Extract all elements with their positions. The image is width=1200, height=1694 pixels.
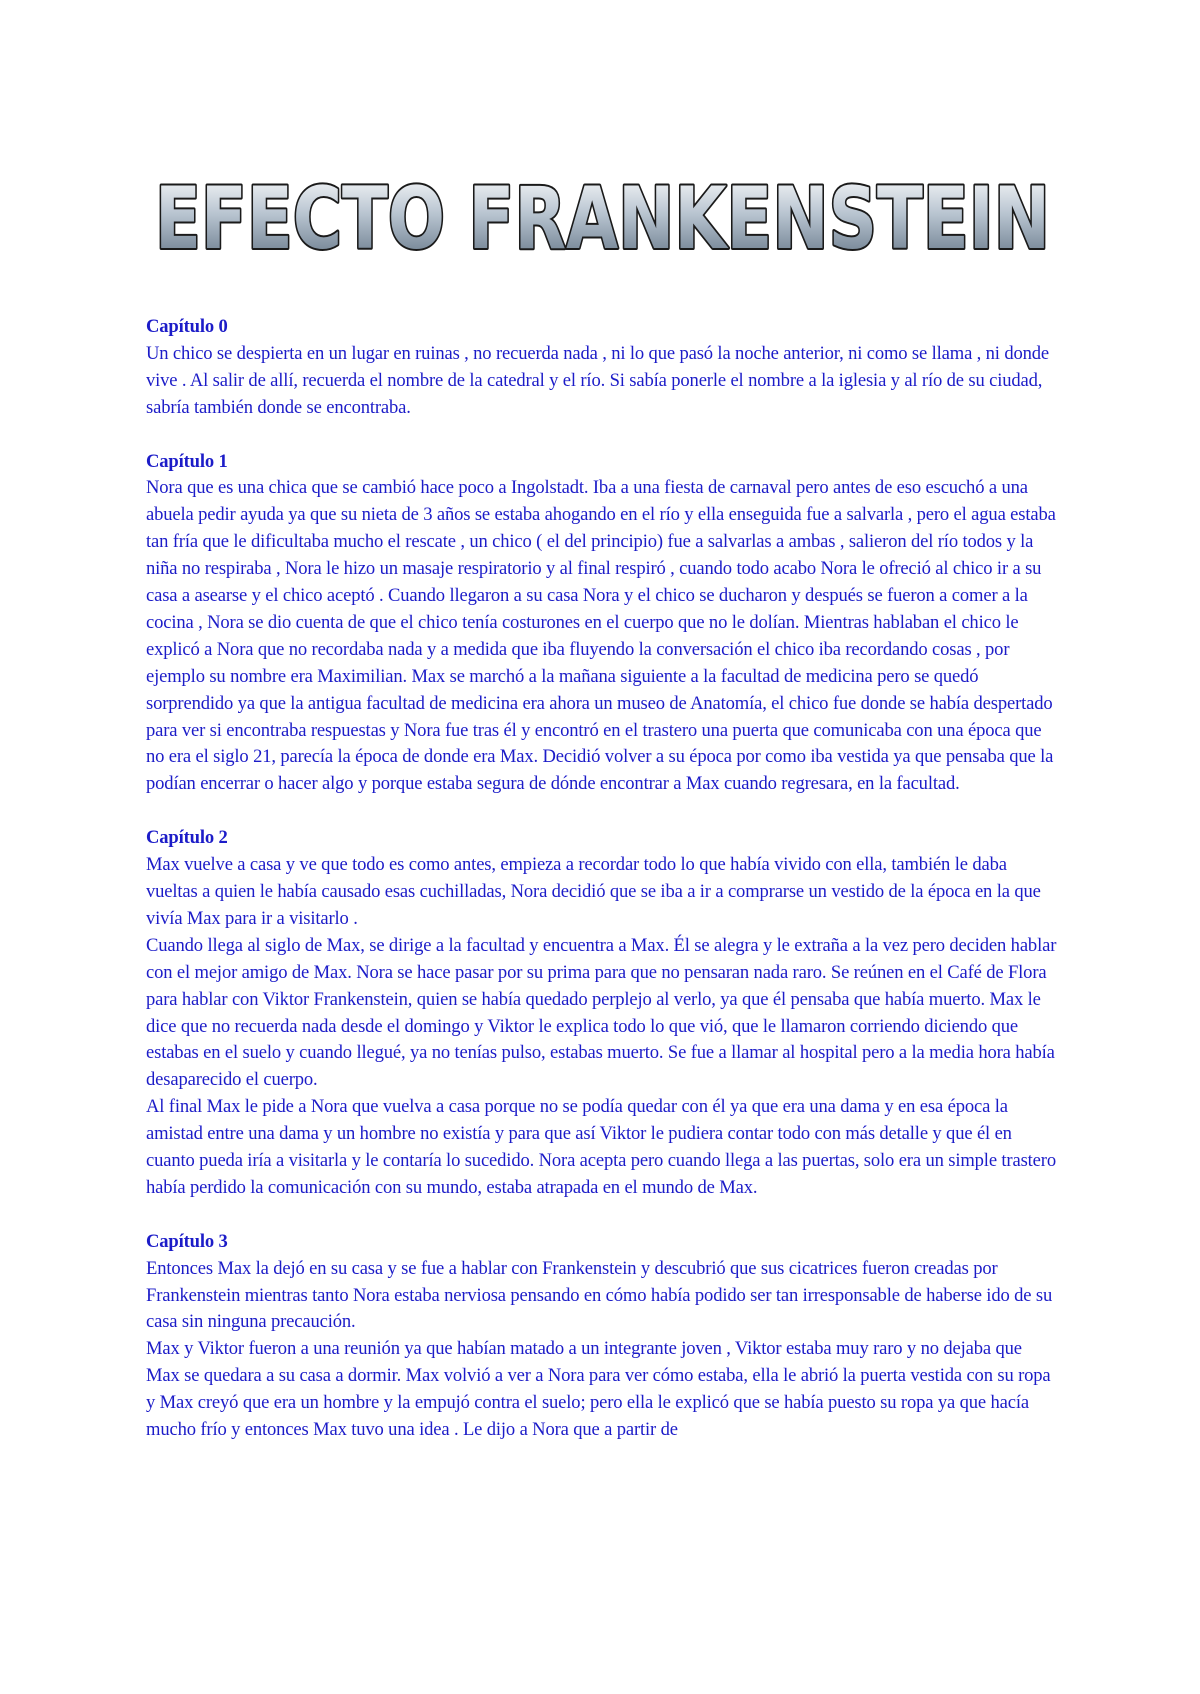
chapter-section (146, 1229, 1058, 1444)
chapter-heading: Capítulo 2 (146, 827, 228, 849)
chapter-paragraph: Max vuelve a casa y ve que todo es como antes, empieza a recordar todo lo que había vivido con ella, también le daba vueltas a quien le había causado esas cuchilladas, Nora decidió que se iba a ir a comprarse un vestido de la época en la que vivía Max para ir a visitarlo . (146, 854, 1041, 929)
chapter-section (146, 314, 1058, 422)
title-text: EFECTO FRANKENSTEIN (155, 169, 1050, 269)
title-wordart (150, 168, 1055, 268)
chapter-section (146, 825, 1058, 1202)
chapter-heading: Capítulo 3 (146, 1230, 228, 1252)
chapter-section (146, 449, 1058, 799)
chapter-heading: Capítulo 1 (146, 450, 228, 472)
chapter-paragraph: Nora que es una chica que se cambió hace poco a Ingolstadt. Iba a una fiesta de carnaval pero antes de eso escuchó a una abuela pedir ayuda ya que su nieta de 3 años se estaba ahogando en el río y ella enseguida fue a salvarla , pero el agua estaba tan fría que le dificultaba mucho el rescate , un chico ( el del principio) fue a salvarlas a ambas , salieron del río todos y la niña no respiraba , Nora le hizo un masaje respiratorio y al final respiró , cuando todo acabo Nora le ofreció al chico ir a su casa a asearse y el chico aceptó . Cuando llegaron a su casa Nora y el chico se ducharon y después se fueron a comer a la cocina , Nora se dio cuenta de que el chico tenía costurones en el cuerpo que no le dolían. Mientras hablaban el chico le explicó a Nora que no recordaba nada y a medida que iba fluyendo la conversación el chico iba recordando cosas , por ejemplo su nombre era Maximilian. Max se marchó a la mañana siguiente a la facultad de medicina pero se quedó sorprendido ya que la antigua facultad de medicina era ahora un museo de Anatomía, el chico fue donde se había despertado para ver si encontraba respuestas y Nora fue tras él y encontró en el trastero una puerta que comunicaba con una época que no era el siglo 21, parecía la época de donde era Max. Decidió volver a su época por como iba vestida ya que pensaba que la podían encerrar o hacer algo y porque estaba segura de dónde encontrar a Max cuando regresara, en la facultad. (146, 477, 1056, 795)
chapter-paragraph: Cuando llega al siglo de Max, se dirige a la facultad y encuentra a Max. Él se alegra y le extraña a la vez pero deciden hablar con el mejor amigo de Max. Nora se hace pasar por su prima para que no pensaran nada raro. Se reúnen en el Café de Flora para hablar con Viktor Frankenstein, quien se había quedado perplejo al verlo, ya que él pensaba que había muerto. Max le dice que no recuerda nada desde el domingo y Viktor le explica todo lo que vió, que le llamaron corriendo diciendo que estabas en el suelo y cuando llegué, ya no tenías pulso, estabas muerto. Se fue a llamar al hospital pero a la media hora había desaparecido el cuerpo. (146, 934, 1057, 1091)
document-body (146, 314, 1058, 1471)
chapter-paragraph: Al final Max le pide a Nora que vuelva a casa porque no se podía quedar con él ya que era una dama y en esa época la amistad entre una dama y un hombre no existía y para que así Viktor le pudiera contar todo con más detalle y que él en cuanto pueda iría a visitarla y le contaría lo sucedido. Nora acepta pero cuando llega a las puertas, solo era un simple trastero había perdido la comunicación con su mundo, estaba atrapada en el mundo de Max. (146, 1096, 1056, 1198)
chapter-heading: Capítulo 0 (146, 316, 228, 337)
document-title (150, 168, 1055, 268)
chapter-paragraph: Un chico se despierta en un lugar en ruinas , no recuerda nada , ni lo que pasó la noche anterior, ni como se llama , ni donde vive . Al salir de allí, recuerda el nombre de la catedral y el río. Si sabía ponerle el nombre a la iglesia y al río de su ciudad, sabría también donde se encontraba. (146, 342, 1050, 418)
chapter-paragraph: Max y Viktor fueron a una reunión ya que habían matado a un integrante joven , Viktor estaba muy raro y no dejaba que Max se quedara a su casa a dormir. Max volvió a ver a Nora para ver cómo estaba, ella le abrió la puerta vestida con su ropa y Max creyó que era un hombre y la empujó contra el suelo; pero ella le explicó que se había puesto su ropa ya que hacía mucho frío y entonces Max tuvo una idea . Le dijo a Nora que a partir de (146, 1338, 1051, 1441)
chapter-paragraph: Entonces Max la dejó en su casa y se fue a hablar con Frankenstein y descubrió que sus cicatrices fueron creadas por Frankenstein mientras tanto Nora estaba nerviosa pensando en cómo había podido ser tan irresponsable de haberse ido de su casa sin ninguna precaución. (146, 1257, 1053, 1333)
